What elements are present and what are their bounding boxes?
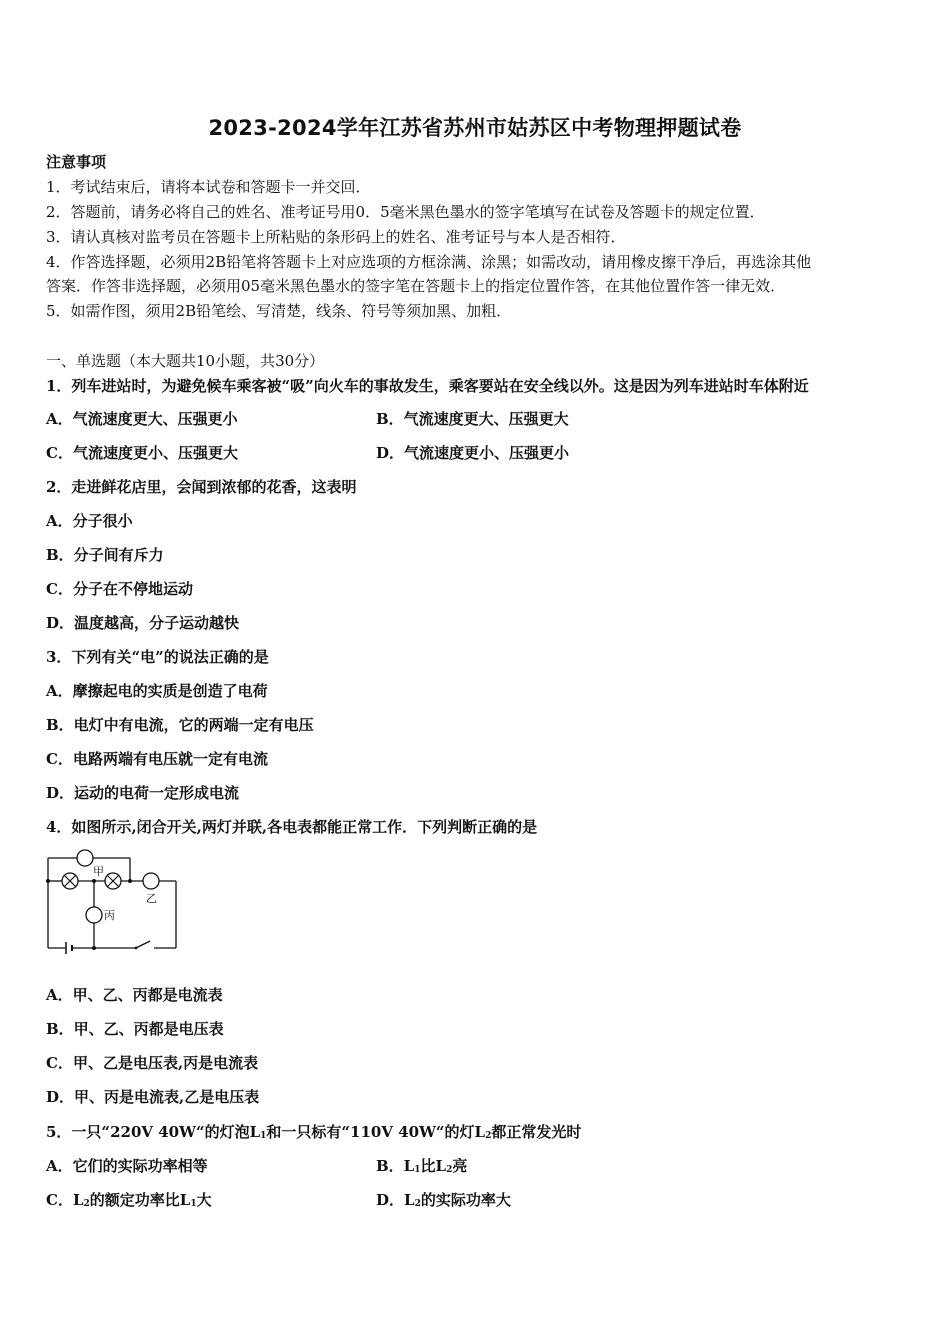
section-heading: 一、单选题（本大题共10小题，共30分） <box>46 352 325 370</box>
meter-jia-icon <box>77 850 93 866</box>
notice-item: 5．如需作图，须用2B铅笔绘、写清楚，线条、符号等须加黑、加粗． <box>46 302 512 320</box>
q4-option-d: D．甲、丙是电流表,乙是电压表 <box>46 1088 260 1106</box>
switch-pivot <box>135 947 138 950</box>
junction-dot <box>92 879 96 883</box>
q5-option-c: C．$L_2$的额定功率比$L_1$大 <box>46 1191 212 1209</box>
question-2-stem: 2．走进鲜花店里，会闻到浓郁的花香，这表明 <box>46 478 357 496</box>
q3-option-d: D．运动的电荷一定形成电流 <box>46 784 240 802</box>
q1-option-a: A．气流速度更大、压强更小 <box>46 410 238 428</box>
q1-option-c: C．气流速度更小、压强更大 <box>46 444 238 462</box>
q1-option-b: B．气流速度更大、压强更大 <box>376 410 569 428</box>
question-1-stem: 1．列车进站时，为避免候车乘客被“吸”向火车的事故发生，乘客要站在安全线以外。这是因为列车进站时车体附近 <box>46 377 809 395</box>
q3-option-c: C．电路两端有电压就一定有电流 <box>46 750 268 768</box>
notice-item: 3．请认真核对监考员在答题卡上所粘贴的条形码上的姓名、准考证号与本人是否相符． <box>46 228 626 246</box>
q2-option-c: C．分子在不停地运动 <box>46 580 193 598</box>
junction-dot <box>92 946 96 950</box>
q2-option-d: D．温度越高，分子运动越快 <box>46 614 240 632</box>
notice-item: 答案．作答非选择题，必须用05毫米黑色墨水的签字笔在答题卡上的指定位置作答，在其他位置作答一律无效． <box>46 277 786 295</box>
q3-option-b: B．电灯中有电流，它的两端一定有电压 <box>46 716 314 734</box>
junction-dot <box>128 879 132 883</box>
q5-option-a: A．它们的实际功率相等 <box>46 1157 208 1175</box>
question-3-stem: 3．下列有关“电”的说法正确的是 <box>46 648 269 666</box>
q4-option-c: C．甲、乙是电压表,丙是电流表 <box>46 1054 259 1072</box>
q2-option-b: B．分子间有斥力 <box>46 546 164 564</box>
q2-option-a: A．分子很小 <box>46 512 133 530</box>
notice-item: 4．作答选择题，必须用2B铅笔将答题卡上对应选项的方框涂满、涂黑；如需改动，请用橡皮擦干净后，再选涂其他 <box>46 253 812 271</box>
page-title: 2023-2024学年江苏省苏州市姑苏区中考物理押题试卷 <box>208 116 742 140</box>
meter-yi-icon <box>143 873 159 889</box>
q4-option-b: B．甲、乙、丙都是电压表 <box>46 1020 224 1038</box>
meter-bing-icon <box>86 907 102 923</box>
lamp-2-icon <box>105 873 121 889</box>
notice-item: 2．答题前，请务必将自己的姓名、准考证号用0．5毫米黑色墨水的签字笔填写在试卷及答题卡的规定位置． <box>46 203 765 221</box>
notice-item: 1．考试结束后，请将本试卷和答题卡一并交回． <box>46 178 371 196</box>
label-jia: 甲 <box>93 865 104 878</box>
question-5-stem: 5．一只“220V 40W“的灯泡$L_1$和一只标有“110V 40W“的灯$L_2$都正常发光时 <box>46 1123 582 1141</box>
question-4-stem: 4．如图所示,闭合开关,两灯并联,各电表都能正常工作．下列判断正确的是 <box>46 818 538 836</box>
label-bing: 丙 <box>104 909 115 922</box>
q1-option-d: D．气流速度更小、压强更小 <box>376 444 570 462</box>
notice-heading: 注意事项 <box>46 153 107 171</box>
junction-dot <box>46 879 50 883</box>
lamp-1-icon <box>62 873 78 889</box>
q5-option-d: D．$L_2$的实际功率大 <box>376 1191 511 1209</box>
circuit-diagram <box>40 845 190 957</box>
q5-option-b: B．$L_1$比$L_2$亮 <box>376 1157 468 1175</box>
q3-option-a: A．摩擦起电的实质是创造了电荷 <box>46 682 268 700</box>
label-yi: 乙 <box>146 892 157 905</box>
q4-option-a: A．甲、乙、丙都是电流表 <box>46 986 223 1004</box>
